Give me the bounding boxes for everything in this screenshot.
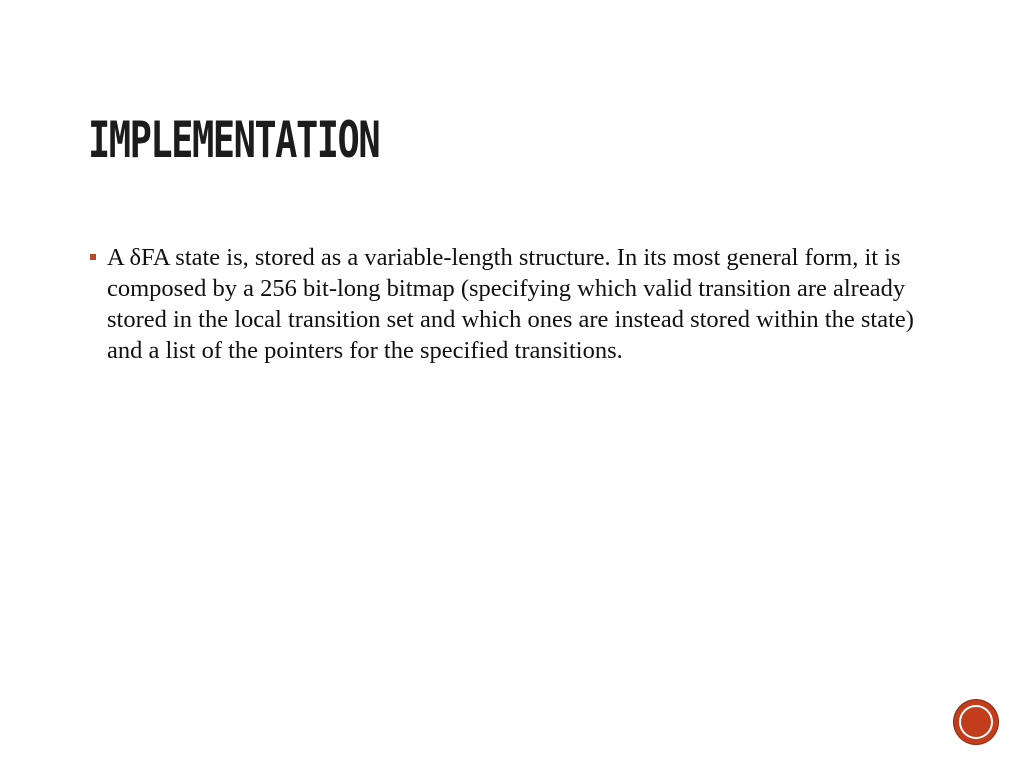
slide-badge-icon <box>954 700 998 744</box>
bullet-text: A δFA state is, stored as a variable-length structure. In its most general form, it is composed by a 256 bit-long bitmap (specifying which valid transition are already stored in the local transition set and which ones are instead stored within the state) and a list of the pointers for the specified transitions. <box>107 244 914 364</box>
square-bullet-icon <box>90 254 96 260</box>
bullet-list <box>88 242 948 366</box>
badge-ring <box>959 705 993 739</box>
bullet-item <box>88 242 948 366</box>
slide-title: IMPLEMENTATION <box>88 111 380 169</box>
